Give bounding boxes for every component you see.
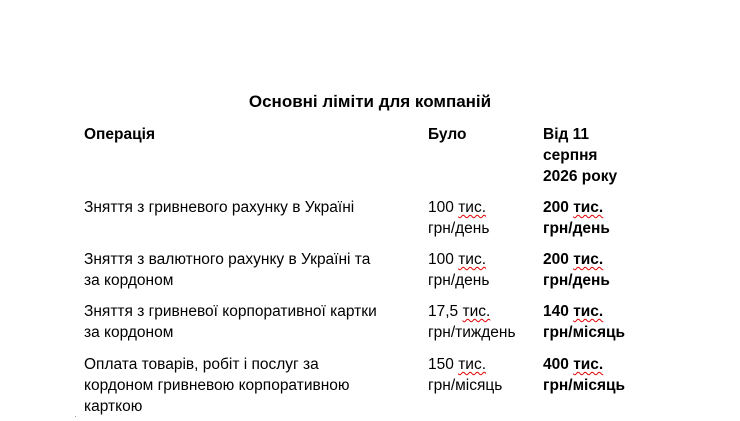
column-header-from-date [543,124,663,187]
table-row-operation: Зняття з гривневого рахунку в Україні [84,199,355,216]
column-header-was: Було [428,126,467,143]
table-row-was [428,249,533,291]
table-row-was [428,197,533,239]
unit: тис. [573,199,604,216]
operation-line: карткою [84,398,143,415]
period: грн/місяць [543,377,626,394]
amount: 140 [543,303,569,320]
table-row-operation [84,354,419,417]
unit: тис. [462,303,491,320]
amount: 200 [543,251,569,268]
table-row-new [543,197,663,239]
period: грн/тиждень [428,324,516,341]
operation-line: Зняття з валютного рахунку в Україні та [84,251,371,268]
amount: 400 [543,356,569,373]
unit: тис. [458,199,487,216]
table-row-new [543,249,663,291]
amount: 150 [428,356,454,373]
table-row-new [543,301,663,343]
operation-line: за кордоном [84,324,174,341]
decorative-dot [75,416,76,417]
operation-line: кордоном гривневою корпоративною [84,377,350,394]
period: грн/день [428,272,490,289]
amount: 100 [428,251,454,268]
column-header-operation: Операція [84,126,156,143]
page-title: Основні ліміти для компаній [248,92,492,111]
table-row-was [428,354,533,396]
amount: 17,5 [428,303,459,320]
period: грн/день [543,220,610,237]
unit: тис. [573,356,604,373]
operation-line: Оплата товарів, робіт і послуг за [84,356,319,373]
unit: тис. [458,251,487,268]
column-header-from-line: серпня [543,147,598,164]
table-row-operation [84,301,419,343]
column-header-from-line: Від 11 [543,126,590,143]
period: грн/місяць [543,324,626,341]
unit: тис. [458,356,487,373]
amount: 100 [428,199,454,216]
table-row-new [543,354,663,396]
table-row-was [428,301,533,343]
period: грн/день [543,272,610,289]
operation-line: за кордоном [84,272,174,289]
period: грн/місяць [428,377,503,394]
operation-line: Зняття з гривневої корпоративної картки [84,303,377,320]
period: грн/день [428,220,490,237]
unit: тис. [573,303,604,320]
column-header-from-line: 2026 року [543,168,618,185]
table-row-operation [84,249,419,291]
amount: 200 [543,199,569,216]
unit: тис. [573,251,604,268]
